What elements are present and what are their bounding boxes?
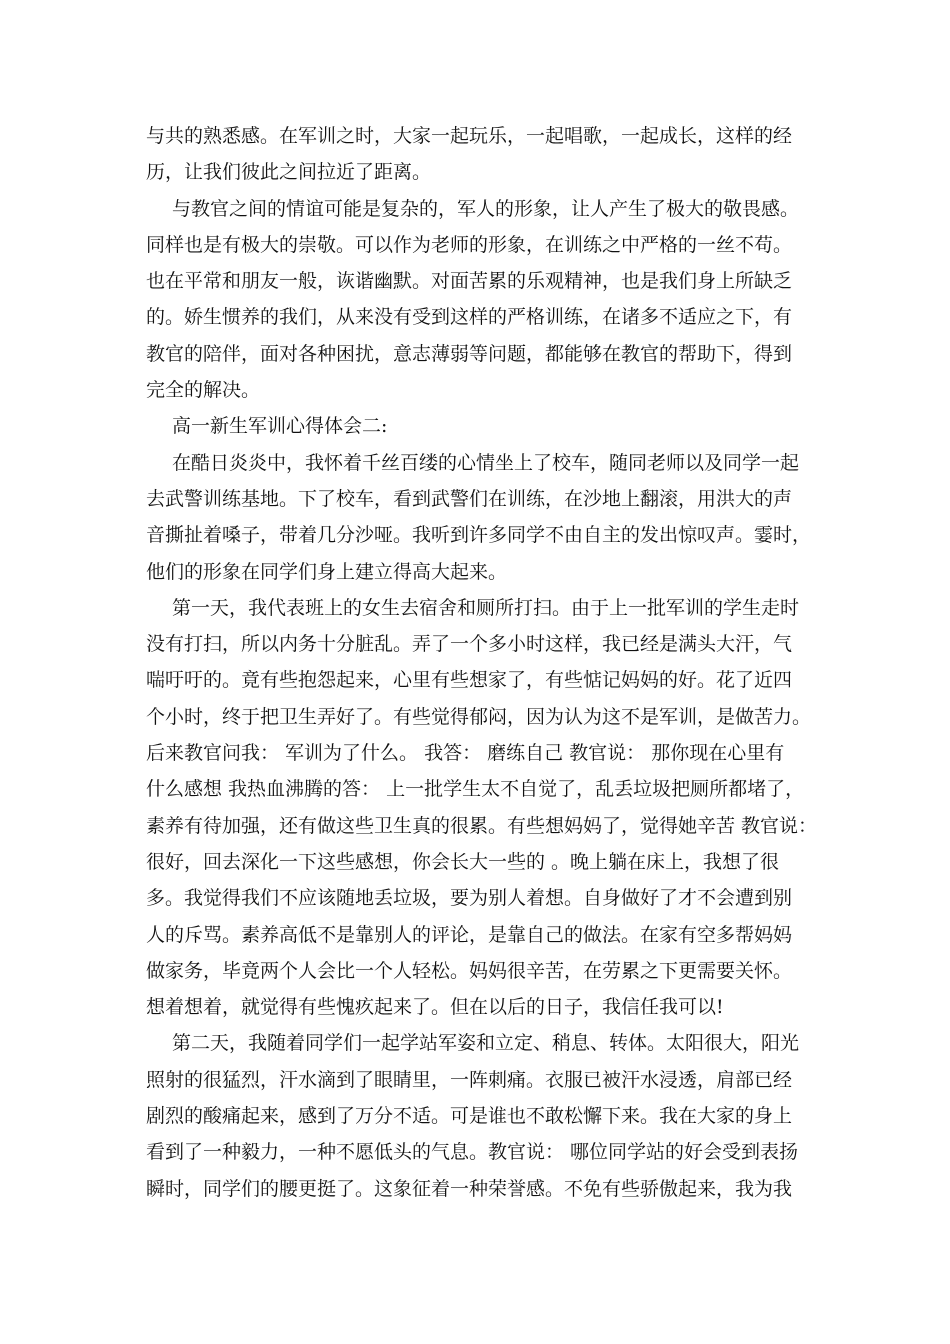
text-line: 人的斥骂。素养高低不是靠别人的评论，是靠自己的做法。在家有空多帮妈妈 xyxy=(146,923,793,946)
text-line: 看到了一种毅力，一种不愿低头的气息。教官说： 哪位同学站的好会受到表扬 xyxy=(146,1141,799,1164)
text-line: 教官的陪伴，面对各种困扰，意志薄弱等问题，都能够在教官的帮助下，得到 xyxy=(146,342,793,365)
text-line: 同样也是有极大的崇敬。可以作为老师的形象，在训练之中严格的一丝不苟。 xyxy=(146,233,793,256)
text-line: 很好，回去深化一下这些感想，你会长大一些的 。晚上躺在床上，我想了很 xyxy=(146,850,780,873)
text-line: 与教官之间的情谊可能是复杂的，军人的形象，让人产生了极大的敬畏感。 xyxy=(172,197,800,220)
text-line: 照射的很猛烈，汗水滴到了眼睛里，一阵刺痛。衣服已被汗水浸透，肩部已经 xyxy=(146,1068,793,1091)
text-line: 高一新生军训心得体会二: xyxy=(172,415,388,438)
text-line: 完全的解决。 xyxy=(146,379,261,402)
text-line: 去武警训练基地。下了校车，看到武警们在训练，在沙地上翻滚，用洪大的声 xyxy=(146,487,793,510)
body-text xyxy=(146,118,818,1207)
text-line: 素养有待加强，还有做这些卫生真的很累。有些想妈妈了，觉得她辛苦 教官说： xyxy=(146,814,818,837)
text-line: 想着想着，就觉得有些愧疚起来了。但在以后的日子，我信任我可以! xyxy=(146,996,724,1019)
text-line: 个小时，终于把卫生弄好了。有些觉得郁闷，因为认为这不是军训，是做苦力。 xyxy=(146,705,812,728)
text-line: 与共的熟悉感。在军训之时，大家一起玩乐，一起唱歌，一起成长，这样的经 xyxy=(146,125,793,147)
text-line: 什么感想 我热血沸腾的答： 上一批学生太不自觉了，乱丢垃圾把厕所都堵了， xyxy=(146,778,805,801)
text-line: 后来教官问我： 军训为了什么。 我答： 磨练自己 教官说： 那你现在心里有 xyxy=(146,742,785,765)
text-line: 瞬时，同学们的腰更挺了。这象征着一种荣誉感。不免有些骄傲起来，我为我 xyxy=(146,1177,793,1200)
text-line: 也在平常和朋友一般，诙谐幽默。对面苦累的乐观精神，也是我们身上所缺乏 xyxy=(146,270,793,293)
text-line: 历，让我们彼此之间拉近了距离。 xyxy=(146,161,432,184)
text-line: 多。我觉得我们不应该随地丢垃圾，要为别人着想。自身做好了才不会遭到别 xyxy=(146,887,793,910)
text-line: 剧烈的酸痛起来，感到了万分不适。可是谁也不敢松懈下来。我在大家的身上 xyxy=(146,1105,793,1128)
text-line: 音撕扯着嗓子，带着几分沙哑。我听到许多同学不由自主的发出惊叹声。霎时， xyxy=(146,524,812,547)
text-line: 没有打扫，所以内务十分脏乱。弄了一个多小时这样，我已经是满头大汗，气 xyxy=(146,633,793,656)
text-line: 在酷日炎炎中，我怀着千丝百缕的心情坐上了校车，随同老师以及同学一起 xyxy=(172,451,800,474)
text-line: 第一天，我代表班上的女生去宿舍和厕所打扫。由于上一批军训的学生走时 xyxy=(172,596,800,619)
text-line: 第二天，我随着同学们一起学站军姿和立定、稍息、转体。太阳很大，阳光 xyxy=(172,1032,800,1055)
text-line: 做家务，毕竟两个人会比一个人轻松。妈妈很辛苦，在劳累之下更需要关怀。 xyxy=(146,959,793,982)
text-line: 他们的形象在同学们身上建立得高大起来。 xyxy=(146,560,508,583)
text-line: 喘吁吁的。竟有些抱怨起来，心里有些想家了，有些惦记妈妈的好。花了近四 xyxy=(146,669,793,692)
text-line: 的。娇生惯养的我们，从来没有受到这样的严格训练，在诸多不适应之下，有 xyxy=(146,306,793,329)
